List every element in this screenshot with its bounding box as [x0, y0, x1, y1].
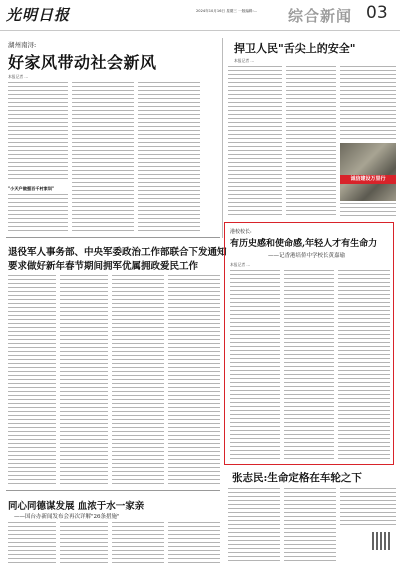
page-number: 03 [366, 3, 388, 23]
article-byline: 本报记者 ... [234, 58, 255, 63]
article-body-column [228, 488, 280, 564]
article-headline: 张志民:生命定格在车轮之下 [232, 472, 362, 484]
article-headline: 捍卫人民"舌尖上的安全" [234, 42, 356, 55]
article-body-column [340, 488, 396, 528]
article-body-column [168, 275, 220, 485]
section-divider [6, 490, 220, 491]
qr-code-icon [372, 532, 390, 550]
article-body-column [230, 270, 280, 460]
article-body-column [8, 522, 56, 564]
photo-banner: 诚信建设万里行 [340, 175, 396, 184]
column-divider [222, 38, 223, 238]
article-kicker: 湖州南浔: [8, 41, 37, 49]
newspaper-logo: 光明日报 [6, 6, 71, 24]
dateline: 2024年10月16日 星期三 一版编辑:... [196, 9, 258, 13]
article-body-column [340, 66, 396, 140]
article-body-column [8, 194, 68, 232]
article-subhead: "小天户做强百千村家训" [8, 186, 55, 191]
news-photo [340, 143, 396, 201]
section-divider [6, 237, 220, 238]
section-title: 综合新闻 [288, 7, 353, 25]
article-body-column [340, 203, 396, 217]
article-subheadline: 要求做好新年春节期间拥军优属拥政爱民工作 [8, 261, 199, 272]
article-byline: 本报记者 ... [230, 262, 251, 267]
article-body-column [60, 522, 108, 564]
article-body-column [72, 82, 134, 232]
article-headline: 同心同德谋发展 血浓于水一家亲 [8, 501, 145, 512]
article-body-column [286, 66, 336, 216]
article-subhead: ——国台办新闻发布会再次详解"26条措施" [14, 514, 120, 520]
article-kicker: 港校校长: [230, 229, 252, 235]
article-body-column [138, 82, 200, 232]
article-subhead: ——记香港培侨中学校长黄嘉瑜 [268, 253, 346, 259]
article-body-column [112, 275, 164, 485]
article-body-column [60, 275, 108, 485]
article-body-column [284, 488, 336, 564]
article-body-column [8, 275, 56, 485]
article-headline: 退役军人事务部、中央军委政治工作部联合下发通知 [8, 247, 227, 258]
article-body-column [284, 270, 334, 460]
article-headline: 有历史感和使命感,年轻人才有生命力 [230, 239, 378, 249]
article-body-column [8, 82, 68, 182]
article-body-column [168, 522, 220, 564]
article-body-column [112, 522, 164, 564]
article-body-column [228, 66, 282, 216]
article-body-column [338, 270, 390, 460]
article-byline: 本报记者 ... [8, 74, 29, 79]
article-headline: 好家风带动社会新风 [8, 53, 157, 72]
